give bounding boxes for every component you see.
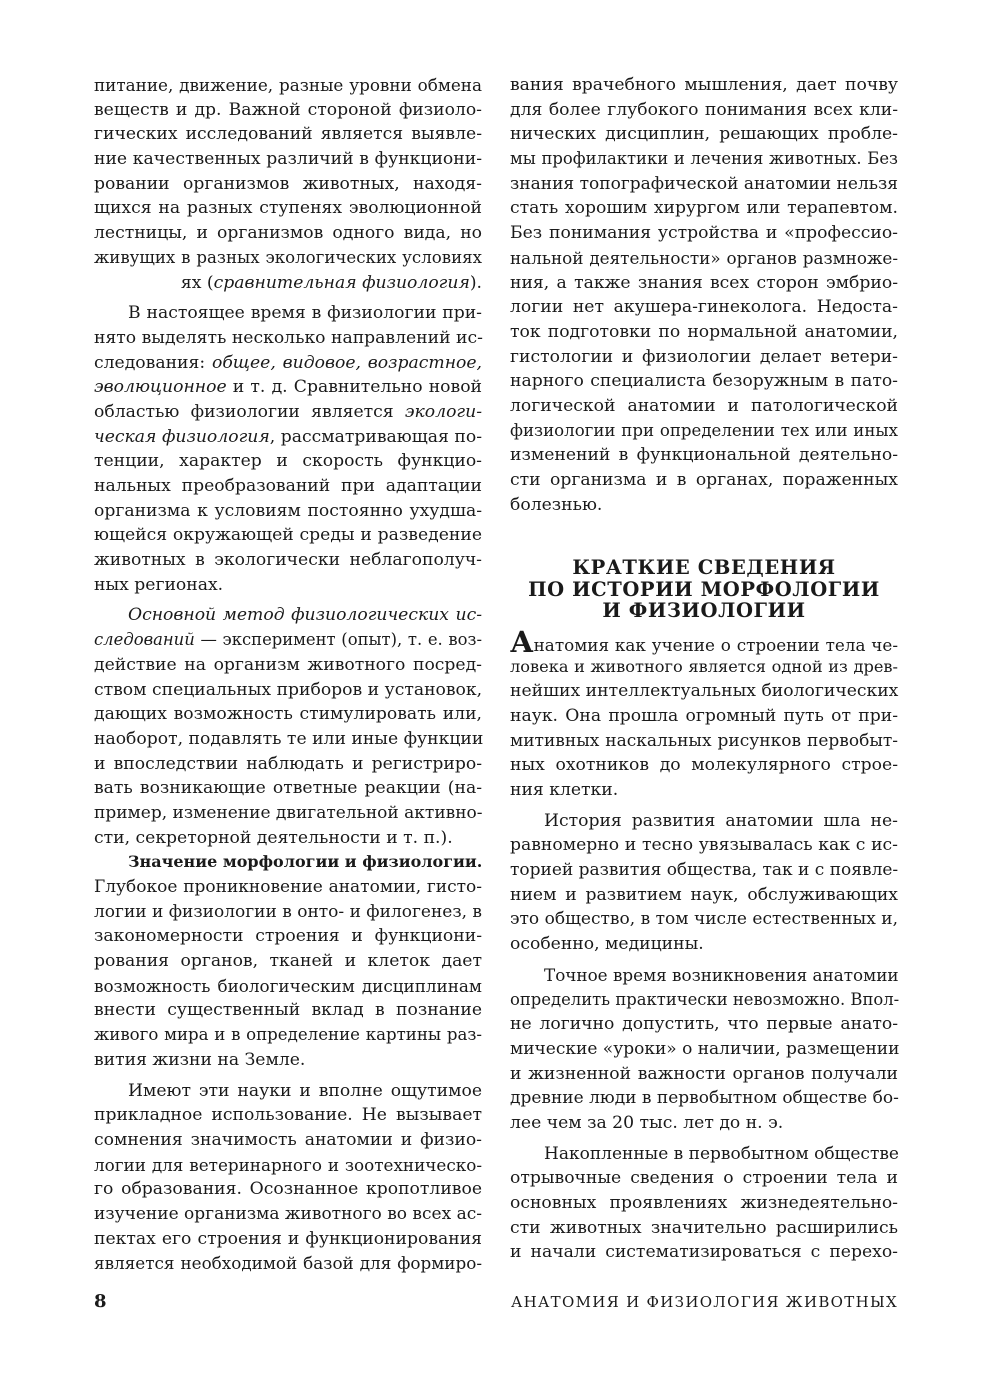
italic-term: следований: [94, 630, 195, 650]
italic-term: эволюционное: [94, 377, 227, 398]
text-line: веществ и др. Важной стороной физиоло-: [94, 99, 482, 120]
right-column: [510, 73, 898, 1265]
text-line: живущих в разных экологических условиях: [94, 247, 482, 267]
text-line: Без понимания устройства и «профессио-: [510, 223, 898, 244]
italic-term: экологи-: [404, 401, 482, 422]
text-line: закономерности строения и функциони-: [94, 926, 482, 947]
text-line: История развития анатомии шла не-: [544, 810, 898, 831]
text-line: нято выделять несколько направлений ис-: [94, 327, 483, 348]
text-line: [94, 850, 482, 875]
text-line: ных регионах.: [94, 574, 224, 595]
text-run: следования:: [94, 352, 212, 373]
text-line: Накопленные в первобытном обществе: [544, 1143, 899, 1164]
text-line: гических исследований является выявле-: [94, 124, 482, 145]
text-line: щихся на разных ступенях эволюционной: [94, 198, 482, 219]
section-heading: [510, 557, 898, 622]
text-line: ством специальных приборов и установок,: [94, 679, 483, 700]
text-line: основных проявлениях жизнедеятельно-: [510, 1193, 898, 1213]
text-line: лее чем за 20 тыс. лет до н. э.: [510, 1112, 784, 1133]
text-line: стать хорошим хирургом или терапевтом.: [510, 198, 898, 219]
italic-term: ческая физиология: [94, 426, 270, 447]
italic-term: сравнительная физиология: [213, 272, 470, 293]
text-line: лестницы, и организмов одного вида, но: [94, 223, 482, 244]
text-line: Имеют эти науки и вполне ощутимое: [128, 1080, 482, 1101]
text-line: ных охотников до молекулярного строе-: [510, 755, 898, 776]
text-line: возможность биологическим дисциплинам: [94, 975, 482, 996]
text-line: изучение организма животного во всех ас-: [94, 1203, 482, 1224]
heading-line: КРАТКИЕ СВЕДЕНИЯ: [572, 556, 836, 580]
text-line: логии нет акушера-гинеколога. Недоста-: [510, 297, 898, 318]
text-line: гистологии и физиологии делает ветери-: [510, 346, 898, 367]
text-line: тенции, характер и скорость функцио-: [94, 451, 482, 472]
text-run: , рассматривающая по-: [269, 426, 482, 447]
text-line: нальной деятельности» органов размноже-: [510, 247, 898, 268]
running-title: АНАТОМИЯ И ФИЗИОЛОГИЯ ЖИВОТНЫХ: [510, 1293, 898, 1311]
text-line: и жизненной важности органов получали: [510, 1063, 898, 1084]
text-line: логической анатомии и патологической: [510, 395, 898, 416]
text-line: Глубокое проникновение анатомии, гисто-: [94, 877, 482, 897]
section-subheading: Значение морфологии и физиологии.: [128, 852, 483, 872]
text-line: вать возникающие ответные реакции (на-: [94, 778, 482, 799]
text-line: логии и физиологии в онто- и филогенез, в: [94, 901, 482, 922]
text-line: нальных преобразований при адаптации: [94, 476, 482, 496]
italic-term: Основной метод физиологических ис-: [128, 605, 482, 626]
text-line: наоборот, подавлять те или иные функции: [94, 728, 484, 749]
text-line: ния, а также знания всех сторон эмбрио-: [510, 272, 898, 293]
left-column: [94, 73, 482, 1276]
text-line: организма к условиям постоянно ухудша-: [94, 500, 482, 521]
text-line: ние качественных различий в функциони-: [94, 149, 482, 170]
text-line: логии для ветеринарного и зоотехническо-: [94, 1154, 482, 1175]
text-run: ях (: [180, 272, 214, 293]
drop-cap: А: [510, 624, 534, 659]
text-line: нических дисциплин, решающих пробле-: [510, 124, 898, 145]
text-line: сти, секреторной деятельности и т. п.).: [94, 827, 453, 848]
text-line: равномерно и тесно увязывалась как с ис-: [510, 835, 898, 856]
text-line: физиологии при определении тех или иных: [510, 420, 898, 440]
page-footer: [94, 1290, 898, 1314]
text-line: [94, 271, 482, 296]
text-line: вития жизни на Земле.: [94, 1049, 306, 1070]
text-run: — эксперимент (опыт), т. е. воз-: [194, 630, 482, 650]
text-line: болезнью.: [510, 494, 603, 515]
heading-line: ПО ИСТОРИИ МОРФОЛОГИИ: [528, 577, 880, 601]
text-line: ющейся окружающей среды и разведение: [94, 525, 482, 546]
text-line: знания топографической анатомии нельзя: [510, 173, 898, 194]
text-line: и начали систематизироваться с перехо-: [510, 1242, 898, 1263]
text-line: пектах его строения и функционирования: [94, 1228, 482, 1249]
text-line: нейших интеллектуальных биологических: [510, 681, 899, 702]
text-line: животных в экологически неблагополуч-: [94, 550, 482, 571]
text-run: областью физиологии является: [94, 401, 405, 422]
text-line: [94, 425, 482, 450]
text-line: является необходимой базой для формиро-: [94, 1253, 482, 1274]
text-line: прикладное использование. Не вызывает: [94, 1105, 482, 1126]
text-line: Точное время возникновения анатомии: [544, 964, 899, 985]
text-line: действие на организм животного посред-: [94, 654, 482, 675]
text-line: определить практически невозможно. Впол-: [510, 989, 900, 1009]
text-line: внести существенный вклад в познание: [94, 1000, 482, 1021]
text-line: [510, 624, 898, 659]
text-line: В настоящее время в физиологии при-: [128, 303, 482, 324]
text-line: торией развития общества, так и с появле-: [510, 860, 899, 881]
text-line: ровании организмов животных, находя-: [94, 173, 482, 194]
text-run: натомия как учение о строении тела че-: [533, 634, 898, 655]
text-line: древние люди в первобытном обществе бо-: [510, 1088, 899, 1109]
page-number: 8: [94, 1291, 107, 1312]
text-line: не логично допустить, что первые анато-: [510, 1014, 898, 1035]
text-line: сти организма и в органах, пораженных: [510, 470, 898, 490]
text-line: ловека и животного является одной из древ-: [510, 656, 898, 676]
text-line: наук. Она прошла огромный путь от при-: [510, 705, 898, 726]
text-line: и впоследствии наблюдать и регистриро-: [94, 753, 482, 774]
text-line: ния клетки.: [510, 780, 619, 800]
text-run: ).: [469, 272, 482, 293]
text-line: пример, изменение двигательной активно-: [94, 802, 483, 823]
text-line: го образования. Осознанное кропотливое: [94, 1179, 482, 1200]
text-line: дающих возможность стимулировать или,: [94, 704, 482, 725]
text-line: для более глубокого понимания всех кли-: [510, 99, 898, 120]
text-line: отрывочные сведения о строении тела и: [510, 1168, 898, 1189]
text-line: митивных наскальных рисунков первобыт-: [510, 730, 898, 751]
text-line: [94, 375, 482, 400]
text-line: нием и развитием наук, обслуживающих: [510, 884, 898, 905]
text-line: питание, движение, разные уровни обмена: [94, 75, 482, 95]
text-line: [94, 603, 482, 628]
text-line: [94, 351, 482, 376]
italic-term: общее, видовое, возрастное,: [211, 352, 483, 373]
text-line: живого мира и в определение картины раз-: [94, 1025, 482, 1045]
text-line: сомнения значимость анатомии и физио-: [94, 1129, 482, 1150]
text-line: [94, 400, 482, 425]
text-line: ток подготовки по нормальной анатомии,: [510, 321, 898, 342]
text-line: нарного специалиста безоружным в пато-: [510, 371, 898, 392]
text-line: это общество, в том числе естественных и,: [510, 909, 898, 930]
text-run: и т. д. Сравнительно новой: [226, 377, 482, 398]
text-line: мы профилактики и лечения животных. Без: [510, 149, 898, 169]
text-line: рования органов, тканей и клеток дает: [94, 951, 482, 972]
text-line: особенно, медицины.: [510, 934, 704, 955]
text-line: изменений в функциональной деятельно-: [510, 445, 898, 466]
text-line: вания врачебного мышления, дает почву: [510, 75, 898, 95]
text-line: сти животных значительно расширились: [510, 1217, 898, 1238]
heading-line: И ФИЗИОЛОГИИ: [602, 599, 806, 623]
text-line: мические «уроки» о наличии, размещении: [510, 1038, 900, 1059]
text-line: [94, 628, 482, 653]
